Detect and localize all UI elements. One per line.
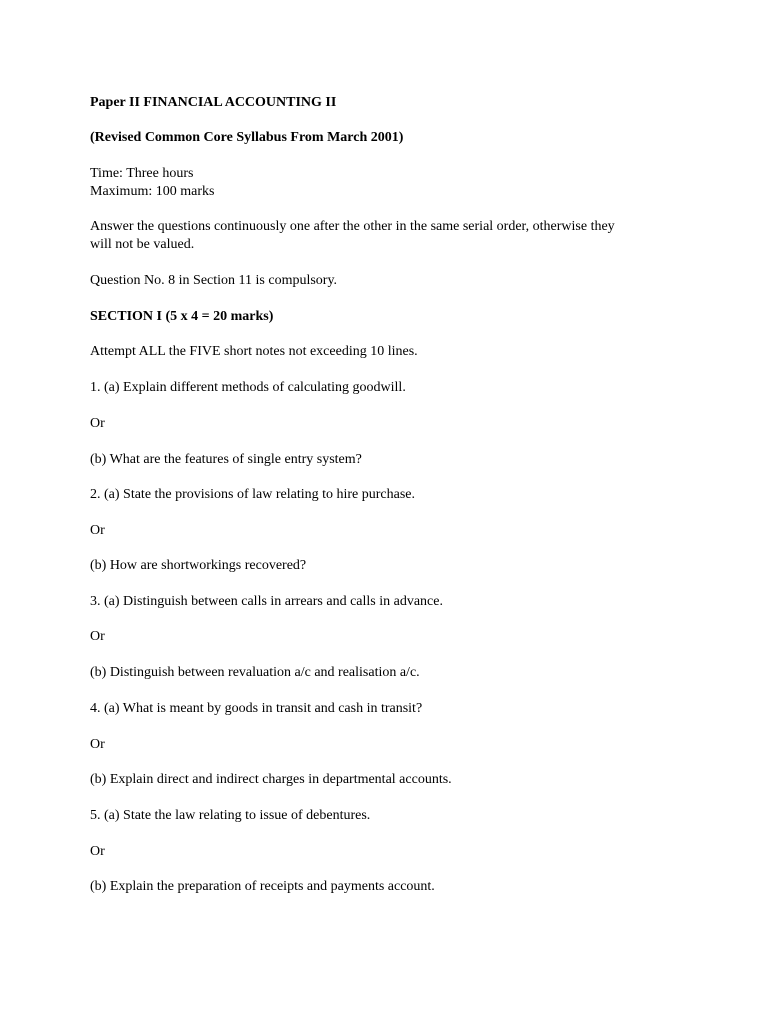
question-3a: 3. (a) Distinguish between calls in arrears and calls in advance.: [90, 594, 443, 609]
question-2b: (b) How are shortworkings recovered?: [90, 558, 307, 573]
time-line: Time: Three hours: [90, 166, 194, 181]
or-label: Or: [90, 416, 105, 431]
or-label: Or: [90, 737, 105, 752]
question-5b: (b) Explain the preparation of receipts and payments account.: [90, 879, 435, 894]
paper-subtitle: (Revised Common Core Syllabus From March 2001): [90, 130, 404, 145]
instruction-line-1: Answer the questions continuously one after the other in the same serial order, otherwise they: [90, 219, 615, 234]
section-heading: SECTION I (5 x 4 = 20 marks): [90, 309, 274, 324]
question-2a: 2. (a) State the provisions of law relating to hire purchase.: [90, 487, 416, 502]
question-1b: (b) What are the features of single entry system?: [90, 452, 362, 467]
paper-title: Paper II FINANCIAL ACCOUNTING II: [90, 95, 337, 110]
question-1a: 1. (a) Explain different methods of calculating goodwill.: [90, 380, 406, 395]
section-instruction: Attempt ALL the FIVE short notes not exceeding 10 lines.: [90, 344, 418, 359]
question-4a: 4. (a) What is meant by goods in transit and cash in transit?: [90, 701, 423, 716]
or-label: Or: [90, 629, 105, 644]
or-label: Or: [90, 523, 105, 538]
question-3b: (b) Distinguish between revaluation a/c and realisation a/c.: [90, 665, 420, 680]
or-label: Or: [90, 844, 105, 859]
question-4b: (b) Explain direct and indirect charges in departmental accounts.: [90, 772, 452, 787]
max-marks-line: Maximum: 100 marks: [90, 184, 215, 199]
question-5a: 5. (a) State the law relating to issue of debentures.: [90, 808, 371, 823]
instruction-line-2: will not be valued.: [90, 237, 195, 252]
compulsory-note: Question No. 8 in Section 11 is compulsory.: [90, 273, 338, 288]
